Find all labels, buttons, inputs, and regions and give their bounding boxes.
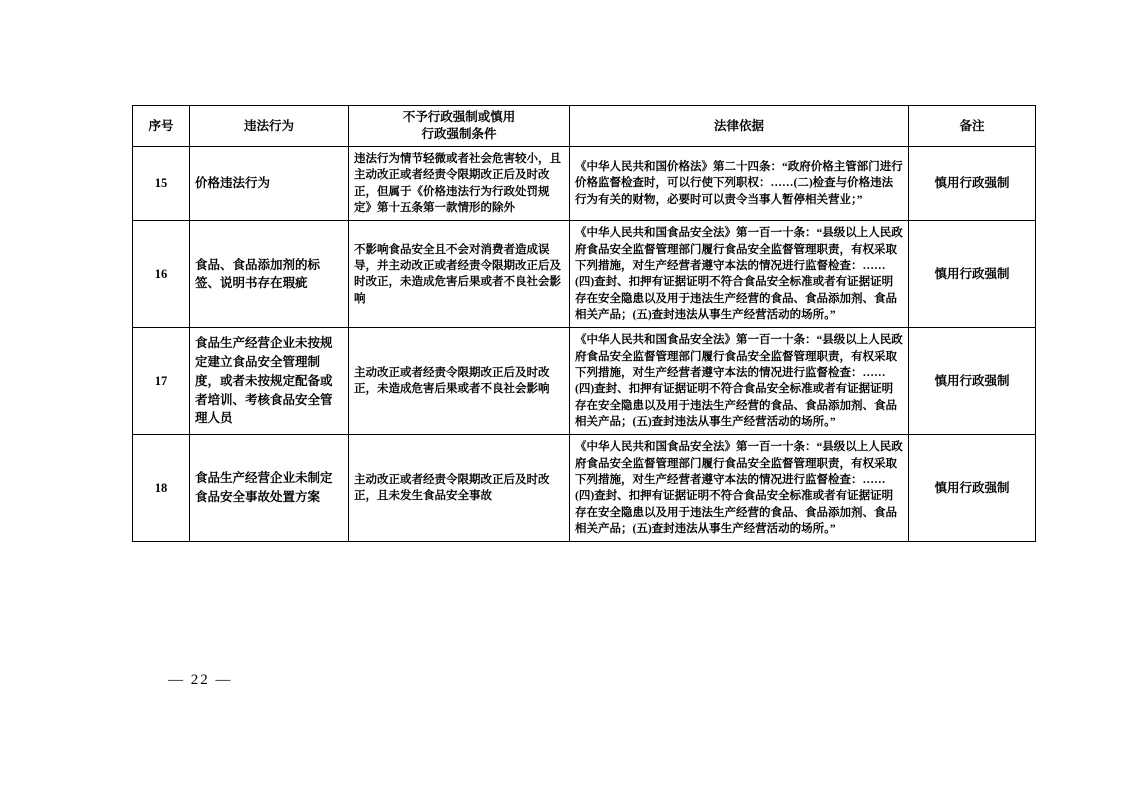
cell-no: 15 bbox=[133, 147, 190, 221]
cell-note: 慎用行政强制 bbox=[909, 221, 1036, 328]
cell-note: 慎用行政强制 bbox=[909, 147, 1036, 221]
table-row bbox=[133, 147, 1036, 221]
cell-act: 食品生产经营企业未制定食品安全事故处置方案 bbox=[190, 435, 349, 542]
cell-condition: 主动改正或者经责令限期改正后及时改正，未造成危害后果或者不良社会影响 bbox=[349, 328, 570, 435]
cell-note: 慎用行政强制 bbox=[909, 435, 1036, 542]
column-header-condition-line1: 不予行政强制或慎用 bbox=[402, 110, 516, 125]
cell-condition: 不影响食品安全且不会对消费者造成误导，并主动改正或者经责令限期改正后及时改正，未造成危害后果或者不良社会影响 bbox=[349, 221, 570, 328]
cell-condition: 主动改正或者经责令限期改正后及时改正，且未发生食品安全事故 bbox=[349, 435, 570, 542]
page-number: — 22 — bbox=[168, 672, 233, 688]
column-header-condition bbox=[349, 106, 570, 147]
cell-no: 17 bbox=[133, 328, 190, 435]
column-header-condition-line2: 行政强制条件 bbox=[421, 127, 497, 141]
cell-law: 《中华人民共和国食品安全法》第一百一十条：“县级以上人民政府食品安全监督管理部门履行食品安全监督管理职责，有权采取下列措施，对生产经营者遵守本法的情况进行监督检查：……(四)查封、扣押有证据证明不符合食品安全标准或者有证据证明存在安全隐患以及用于违法生产经营的食品、食品添加剂、食品相关产品；(五)查封违法从事生产经营活动的场所。” bbox=[570, 328, 909, 435]
cell-act: 食品、食品添加剂的标签、说明书存在瑕疵 bbox=[190, 221, 349, 328]
cell-condition: 违法行为情节轻微或者社会危害较小，且主动改正或者经责令限期改正后及时改正，但属于《价格违法行为行政处罚规定》第十五条第一款情形的除外 bbox=[349, 147, 570, 221]
column-header-no: 序号 bbox=[133, 106, 190, 147]
table-header-row bbox=[133, 106, 1036, 147]
column-header-law: 法律依据 bbox=[570, 106, 909, 147]
table-row bbox=[133, 221, 1036, 328]
cell-act: 价格违法行为 bbox=[190, 147, 349, 221]
cell-note: 慎用行政强制 bbox=[909, 328, 1036, 435]
table-row bbox=[133, 328, 1036, 435]
table-row bbox=[133, 435, 1036, 542]
table-body bbox=[133, 147, 1036, 542]
administrative-enforcement-table bbox=[132, 105, 1036, 542]
cell-act: 食品生产经营企业未按规定建立食品安全管理制度，或者未按规定配备或者培训、考核食品安全管理人员 bbox=[190, 328, 349, 435]
cell-law: 《中华人民共和国食品安全法》第一百一十条：“县级以上人民政府食品安全监督管理部门履行食品安全监督管理职责，有权采取下列措施，对生产经营者遵守本法的情况进行监督检查：……(四)查封、扣押有证据证明不符合食品安全标准或者有证据证明存在安全隐患以及用于违法生产经营的食品、食品添加剂、食品相关产品；(五)查封违法从事生产经营活动的场所。” bbox=[570, 435, 909, 542]
cell-no: 16 bbox=[133, 221, 190, 328]
cell-no: 18 bbox=[133, 435, 190, 542]
column-header-note: 备注 bbox=[909, 106, 1036, 147]
table-header bbox=[133, 106, 1036, 147]
cell-law: 《中华人民共和国价格法》第二十四条：“政府价格主管部门进行价格监督检查时，可以行使下列职权：……(二)检查与价格违法行为有关的财物，必要时可以责令当事人暂停相关营业；” bbox=[570, 147, 909, 221]
column-header-act: 违法行为 bbox=[190, 106, 349, 147]
cell-law: 《中华人民共和国食品安全法》第一百一十条：“县级以上人民政府食品安全监督管理部门履行食品安全监督管理职责，有权采取下列措施，对生产经营者遵守本法的情况进行监督检查：……(四)查封、扣押有证据证明不符合食品安全标准或者有证据证明存在安全隐患以及用于违法生产经营的食品、食品添加剂、食品相关产品；(五)查封违法从事生产经营活动的场所。” bbox=[570, 221, 909, 328]
